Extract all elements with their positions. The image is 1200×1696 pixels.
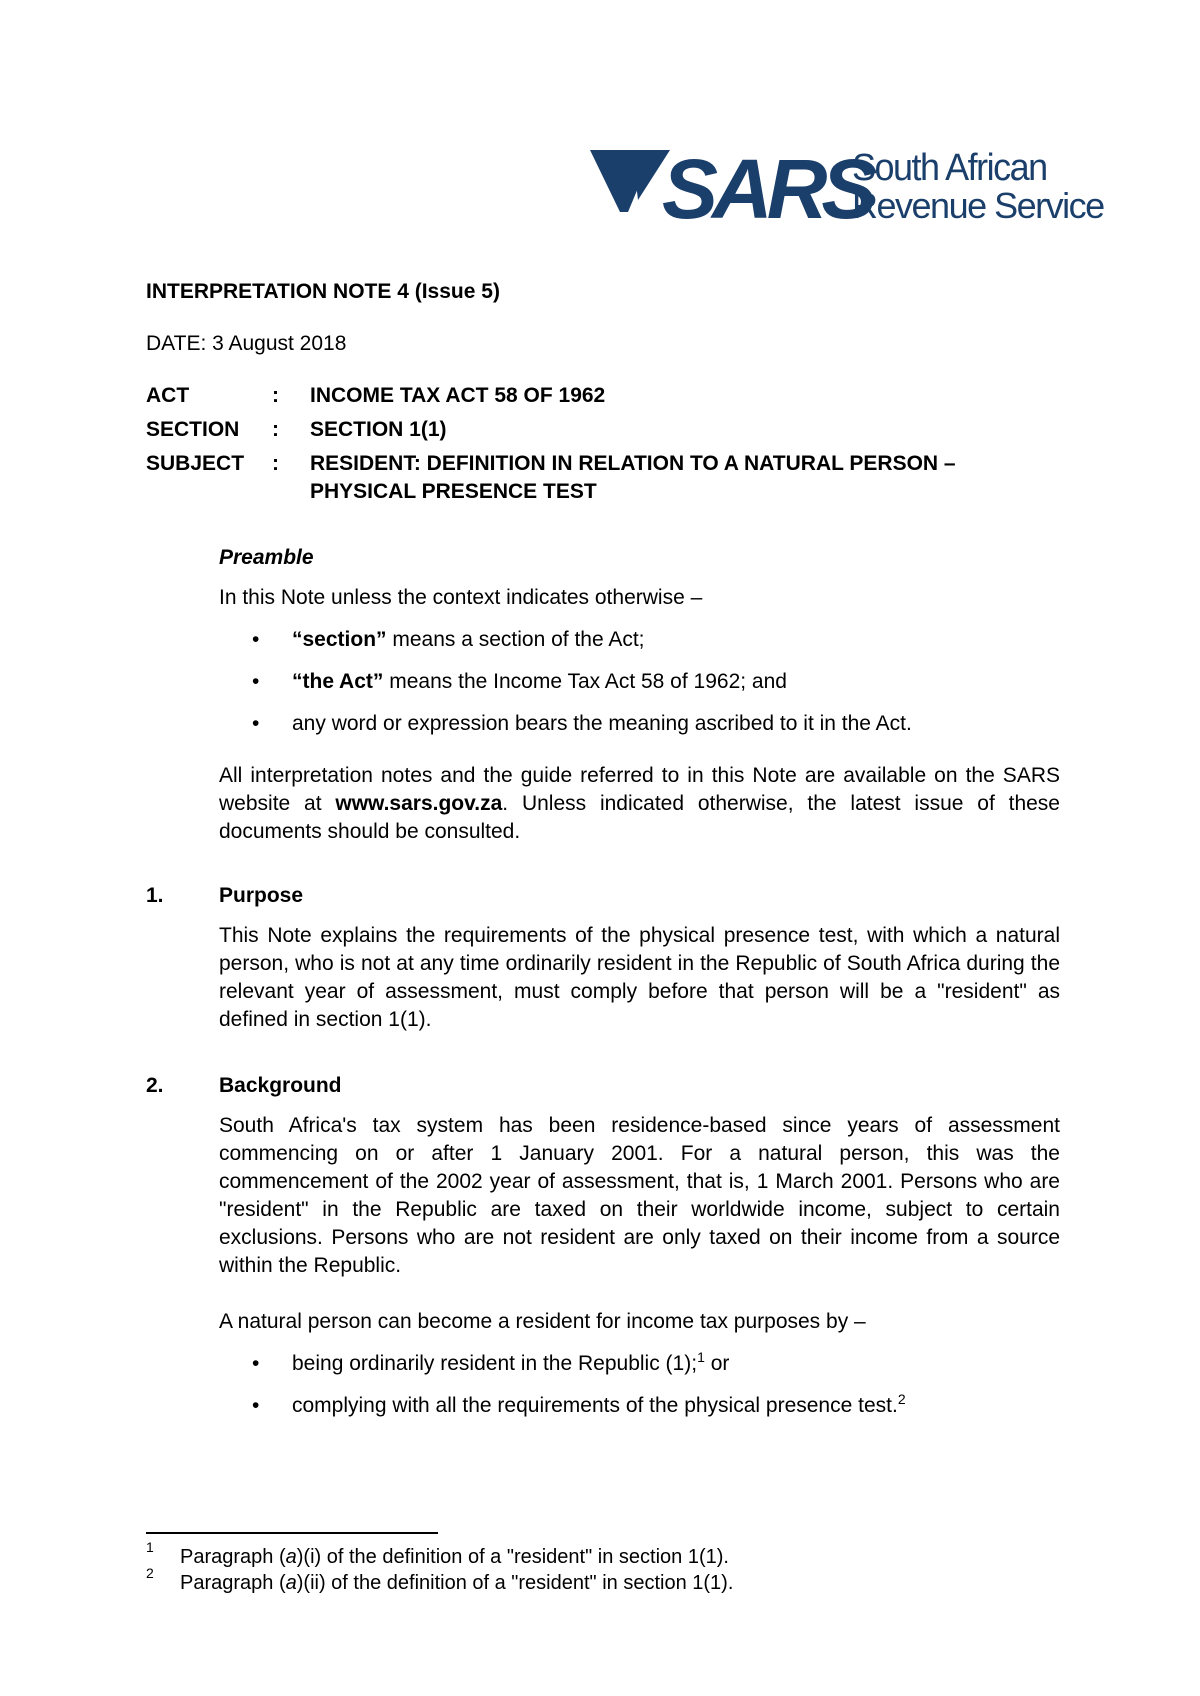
logo-name-line1: South African <box>852 146 1047 189</box>
term-the-act-definition: means the Income Tax Act 58 of 1962; and <box>383 670 787 693</box>
section-2-bullet-physical-presence <box>292 1392 1060 1420</box>
sars-website-link[interactable]: www.sars.gov.za <box>335 792 503 815</box>
subject-label: SUBJECT <box>146 452 245 475</box>
subject-value-line2: PHYSICAL PRESENCE TEST <box>310 480 597 503</box>
preamble-bullet-act <box>292 668 1060 696</box>
term-section: “section” <box>292 628 387 651</box>
sars-logo-graphic <box>590 140 1104 236</box>
bullet-ordinarily-resident-tail: or <box>704 1352 730 1375</box>
footnote-ref-1[interactable]: 1 <box>697 1349 705 1365</box>
section-value: SECTION 1(1) <box>310 418 447 441</box>
footnote-1-pre: Paragraph ( <box>180 1546 286 1568</box>
section-1-number: 1. <box>146 884 164 907</box>
act-value: INCOME TAX ACT 58 OF 1962 <box>310 384 606 407</box>
bullet-glyph: • <box>252 628 260 651</box>
preamble-intro: In this Note unless the context indicates otherwise – <box>219 586 703 609</box>
section-1-body: This Note explains the requirements of the physical presence test, with which a natural person, who is not at any time ordinarily resident in the Republic of South Africa during the relevant year of assessment, must comply before that person will be a "resident" as defined in section 1(1). <box>219 924 1060 1031</box>
subject-value-line1: RESIDENT: DEFINITION IN RELATION TO A NATURAL PERSON – <box>310 452 956 475</box>
preamble-bullet-section <box>292 626 1060 654</box>
footnote-2-pre: Paragraph ( <box>180 1572 286 1594</box>
section-label: SECTION <box>146 418 240 441</box>
bullet-glyph: • <box>252 1352 260 1375</box>
footnote-ref-2[interactable]: 2 <box>897 1391 906 1407</box>
document-date: DATE: 3 August 2018 <box>146 332 347 355</box>
term-section-definition: means a section of the Act; <box>386 628 645 651</box>
section-2-intro: A natural person can become a resident for income tax purposes by – <box>219 1310 866 1333</box>
document-title: INTERPRETATION NOTE 4 (Issue 5) <box>146 280 500 303</box>
section-2-body: South Africa's tax system has been residence-based since years of assessment commencing on or after 1 January 2001. For a natural person, this was the commencement of the 2002 year of assessment, that is, 1 March 2001. Persons who are "resident" in the Republic are taxed on their worldwide income, subject to certain exclusions. Persons who are not resident are only taxed on their income from a source within the Republic. <box>219 1114 1060 1277</box>
footnote-2-number: 2 <box>146 1565 154 1581</box>
footnote-2-italic: a <box>285 1572 297 1594</box>
logo-wordmark: SARS <box>662 142 872 236</box>
bullet-ordinarily-resident-text: being ordinarily resident in the Republic (1); <box>292 1352 698 1375</box>
sars-logo <box>590 140 1104 236</box>
section-2-bullet-ordinarily-resident <box>292 1350 1060 1378</box>
section-colon: : <box>272 418 279 441</box>
footnote-1-post: )(i) of the definition of a "resident" in section 1(1). <box>296 1546 729 1568</box>
footnote-1-italic: a <box>285 1546 297 1568</box>
footnote-1-text <box>180 1544 729 1570</box>
preamble-bullet-meaning: any word or expression bears the meaning ascribed to it in the Act. <box>292 712 912 735</box>
section-2-heading: Background <box>219 1074 342 1097</box>
footnote-1-number: 1 <box>146 1539 154 1555</box>
preamble-paragraph-part2: . Unless indicated otherwise, the latest issue of these documents should be consulted. <box>219 792 1060 843</box>
bullet-glyph: • <box>252 670 260 693</box>
preamble-heading: Preamble <box>219 546 314 569</box>
footnote-2-text <box>180 1570 733 1596</box>
bullet-glyph: • <box>252 1394 260 1417</box>
section-2-number: 2. <box>146 1074 164 1097</box>
bullet-physical-presence-text: complying with all the requirements of the physical presence test. <box>292 1394 898 1417</box>
logo-name-line2: Revenue Service <box>852 185 1104 226</box>
footnote-separator <box>146 1532 438 1534</box>
term-the-act: “the Act” <box>292 670 384 693</box>
section-1-heading: Purpose <box>219 884 304 907</box>
act-colon: : <box>272 384 279 407</box>
preamble-paragraph-part1: All interpretation notes and the guide referred to in this Note are available on the SARS website at <box>219 764 1060 815</box>
preamble-paragraph <box>219 762 1060 846</box>
footnote-2-post: )(ii) of the definition of a "resident" in section 1(1). <box>296 1572 734 1594</box>
subject-colon: : <box>272 452 279 475</box>
act-label: ACT <box>146 384 190 407</box>
bullet-glyph: • <box>252 712 260 735</box>
